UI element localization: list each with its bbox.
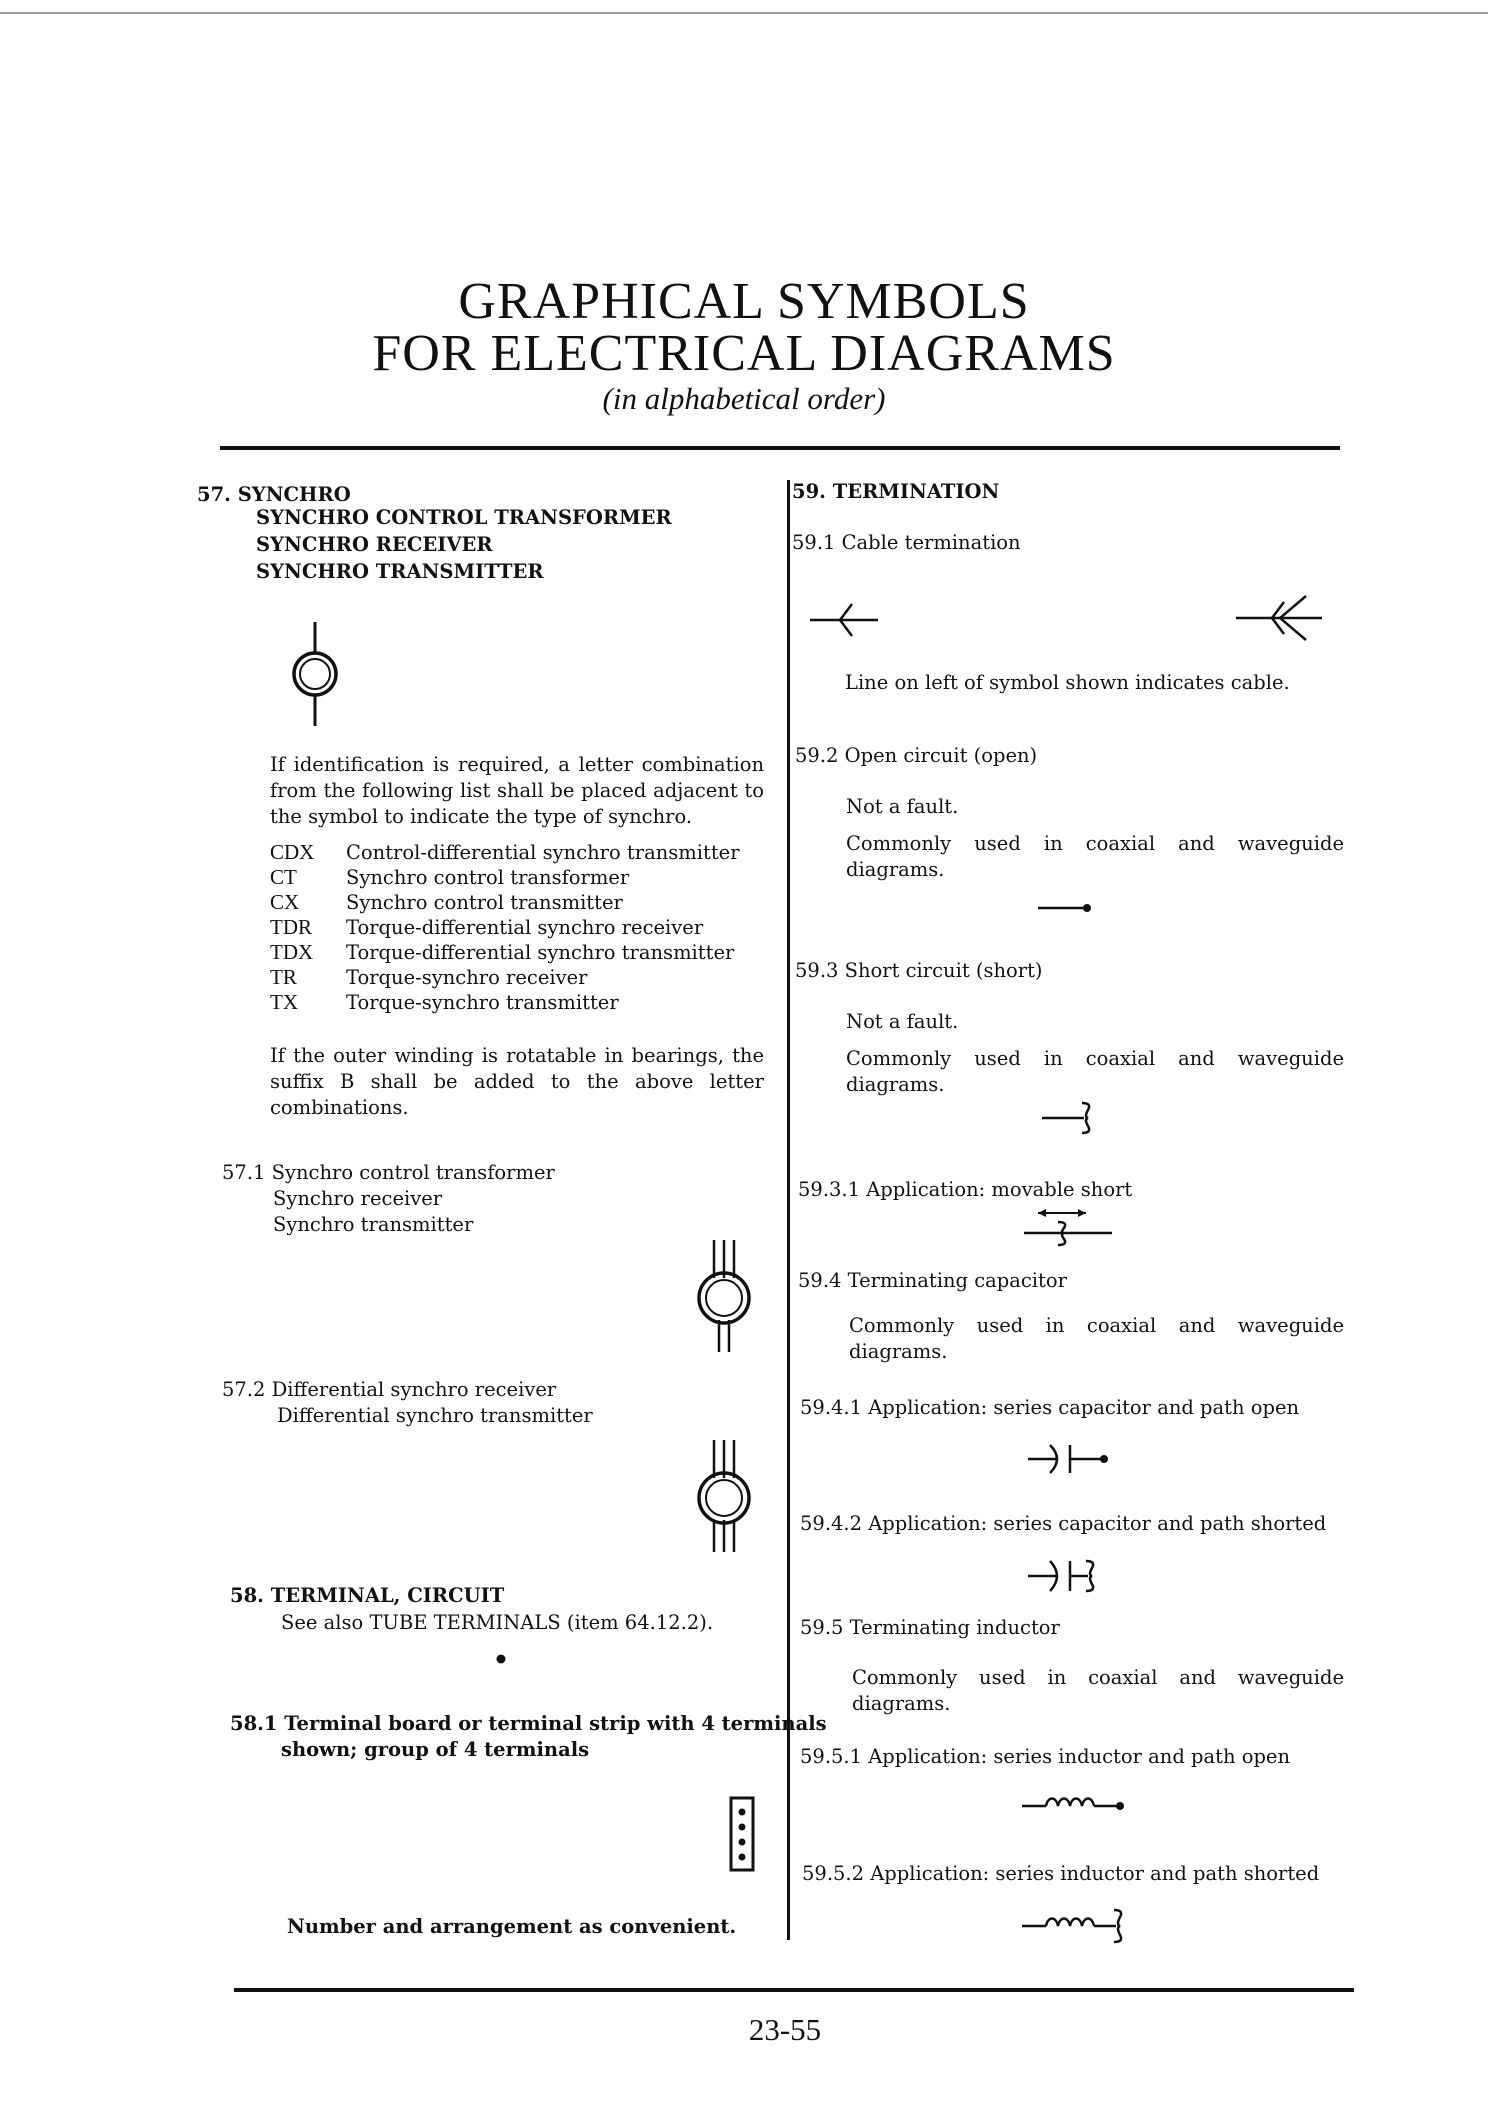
- s591-note: Line on left of symbol shown indicates cable.: [845, 671, 1290, 694]
- s594-label: 59.4 Terminating capacitor: [798, 1269, 1067, 1292]
- code-row: CX Synchro control transmitter: [270, 890, 623, 914]
- terminal-dot-symbol: [494, 1652, 508, 1666]
- synchro-code-table: [270, 840, 740, 1015]
- movable-short-symbol: [1022, 1205, 1114, 1249]
- s57-sub3: SYNCHRO TRANSMITTER: [256, 560, 544, 583]
- s57-paragraph-2: If the outer winding is rotatable in bearings, the suffix B shall be added to the above letter combinations.: [270, 1044, 764, 1119]
- s57-paragraph-1: If identification is required, a letter combination from the following list shall be placed adjacent to the symbol to indicate the type of synchro.: [270, 753, 764, 828]
- s57-sub2: SYNCHRO RECEIVER: [256, 533, 493, 556]
- title-line-2: FOR ELECTRICAL DIAGRAMS: [372, 325, 1116, 382]
- subtitle: (in alphabetical order): [602, 381, 886, 416]
- synchro-symbol: [290, 622, 340, 732]
- s594-common: Commonly used in coaxial and waveguide diagrams.: [849, 1314, 1344, 1363]
- code-row: TR Torque-synchro receiver: [270, 965, 588, 989]
- s593-not-fault: Not a fault.: [846, 1010, 959, 1033]
- code-row: TX Torque-synchro transmitter: [270, 990, 619, 1014]
- s593-label: 59.3 Short circuit (short): [795, 959, 1043, 982]
- s59-heading: 59. TERMINATION: [792, 480, 1000, 503]
- s57-heading: 57. SYNCHRO: [197, 483, 351, 506]
- s5941-label: 59.4.1 Application: series capacitor and path open: [800, 1396, 1300, 1419]
- s572-line2: Differential synchro transmitter: [277, 1404, 593, 1427]
- series-capacitor-shorted-symbol: [1026, 1556, 1116, 1596]
- code-row: CT Synchro control transformer: [270, 865, 630, 889]
- s592-label: 59.2 Open circuit (open): [795, 744, 1038, 767]
- title-line-1: GRAPHICAL SYMBOLS: [458, 273, 1030, 330]
- s5952-label: 59.5.2 Application: series inductor and path shorted: [802, 1862, 1320, 1885]
- s5951-label: 59.5.1 Application: series inductor and path open: [800, 1745, 1291, 1768]
- s5942-label: 59.4.2 Application: series capacitor and path shorted: [800, 1512, 1327, 1535]
- s592-not-fault: Not a fault.: [846, 795, 959, 818]
- s58-see-also: See also TUBE TERMINALS (item 64.12.2).: [281, 1611, 714, 1634]
- differential-synchro-symbol: [692, 1440, 756, 1554]
- series-capacitor-open-symbol: [1026, 1442, 1116, 1476]
- s581-note: Number and arrangement as convenient.: [287, 1915, 737, 1938]
- cable-termination-symbol-2: [1234, 592, 1324, 644]
- s581-line2: shown; group of 4 terminals: [281, 1738, 590, 1761]
- short-circuit-symbol: [1040, 1100, 1100, 1136]
- cable-termination-symbol-1: [808, 600, 888, 640]
- page-number: 23-55: [748, 2012, 822, 2047]
- s595-common: Commonly used in coaxial and waveguide diagrams.: [852, 1666, 1344, 1715]
- series-inductor-open-symbol: [1020, 1788, 1132, 1816]
- s571-label: 57.1 Synchro control transformer: [222, 1161, 555, 1184]
- footer-rule: [234, 1988, 1354, 1992]
- terminal-board-symbol: [728, 1795, 758, 1875]
- s592-common: Commonly used in coaxial and waveguide diagrams.: [846, 832, 1344, 881]
- s595-label: 59.5 Terminating inductor: [800, 1616, 1060, 1639]
- open-circuit-symbol: [1036, 900, 1094, 916]
- synchro-transformer-symbol: [692, 1240, 756, 1354]
- s58-heading: 58. TERMINAL, CIRCUIT: [230, 1584, 505, 1607]
- s591-label: 59.1 Cable termination: [792, 531, 1021, 554]
- header-rule: [220, 446, 1340, 450]
- s571-line3: Synchro transmitter: [273, 1213, 474, 1236]
- code-row: TDR Torque-differential synchro receiver: [270, 915, 704, 939]
- top-scan-line: [0, 12, 1488, 14]
- s572-label: 57.2 Differential synchro receiver: [222, 1378, 557, 1401]
- s571-line2: Synchro receiver: [273, 1187, 443, 1210]
- s57-sub1: SYNCHRO CONTROL TRANSFORMER: [256, 506, 672, 529]
- series-inductor-shorted-symbol: [1020, 1904, 1140, 1944]
- code-row: TDX Torque-differential synchro transmitter: [270, 940, 735, 964]
- s593-common: Commonly used in coaxial and waveguide diagrams.: [846, 1047, 1344, 1096]
- s581-line1: 58.1 Terminal board or terminal strip with 4 terminals: [230, 1712, 827, 1735]
- s5931-label: 59.3.1 Application: movable short: [798, 1178, 1133, 1201]
- code-row: CDX Control-differential synchro transmitter: [270, 840, 740, 864]
